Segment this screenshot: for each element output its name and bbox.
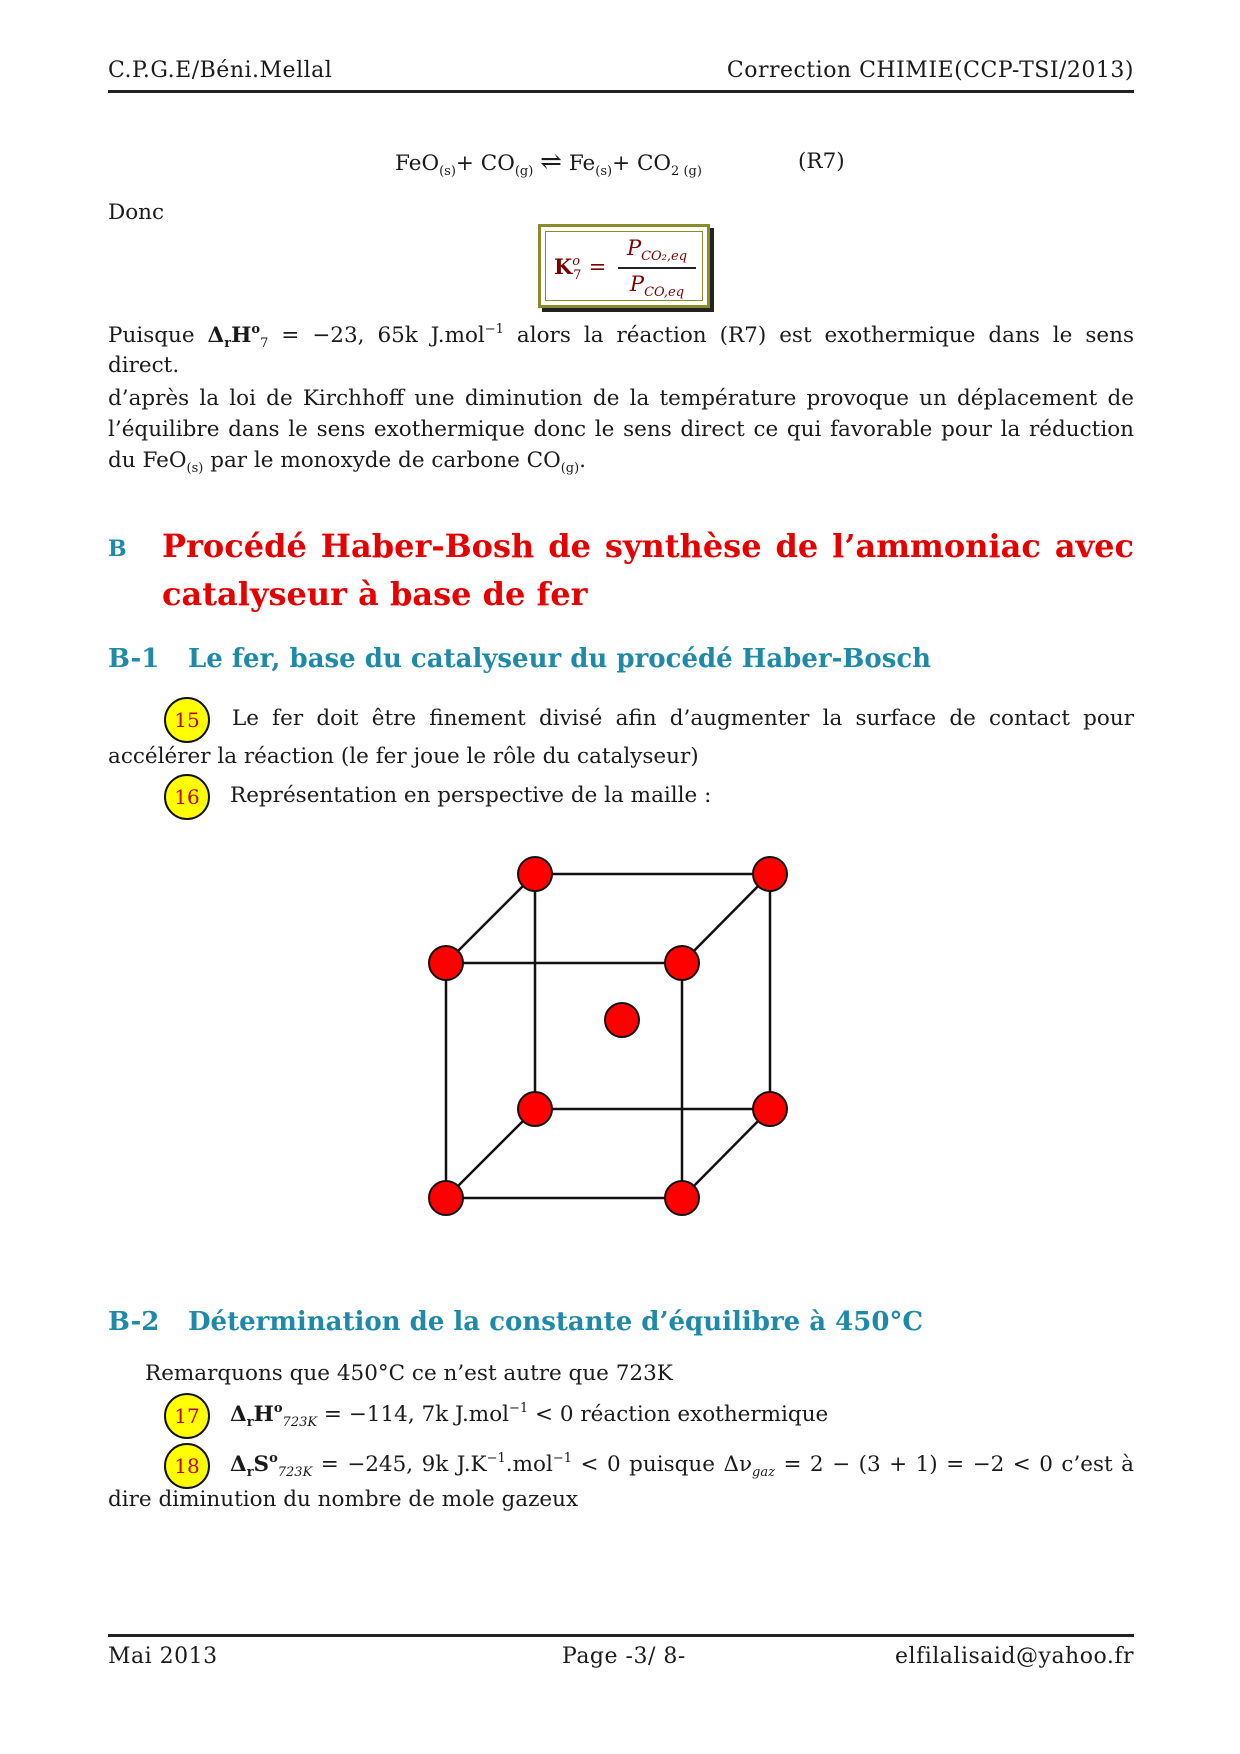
atom-corner-back-bottom-right [753, 1092, 787, 1126]
atom-corner-front-bottom-right [665, 1181, 699, 1215]
b2-number: B-2 [108, 1307, 160, 1337]
paragraph-kirchhoff-line3: du FeO$_{(s)}$ par le monoxyde de carbone $CO_{(g)}$. [108, 448, 587, 476]
donc-text: Donc [108, 200, 165, 225]
atom-corner-front-bottom-left [429, 1181, 463, 1215]
b2-title: Détermination de la constante d’équilibre à 450°C [188, 1307, 924, 1337]
atom-corner-back-top-right [753, 857, 787, 891]
paragraph-kirchhoff-line1: d’après la loi de Kirchhoff une diminution de la température provoque un déplacement de [108, 386, 1134, 411]
footer-rule [108, 1634, 1134, 1637]
question-badge-18: 18 [164, 1443, 210, 1489]
q16-text: Représentation en perspective de la maille : [230, 783, 712, 808]
q15-line1: Le fer doit être finement divisé afin d’augmenter la surface de contact pour [232, 706, 1134, 731]
section-b-letter: B [108, 536, 127, 562]
atom-corner-front-top-left [429, 946, 463, 980]
b1-title: Le fer, base du catalyseur du procédé Haber-Bosch [188, 644, 932, 674]
equilibrium-arrow-icon: ⇌ [540, 147, 562, 177]
cell-edges [446, 874, 770, 1198]
reaction-label: (R7) [798, 149, 845, 174]
atom-body-center [605, 1003, 639, 1037]
atom-corner-back-bottom-left [518, 1092, 552, 1126]
remark-text: Remarquons que 450°C ce n’est autre que 723K [145, 1361, 673, 1386]
section-b-title-line2: catalyseur à base de fer [162, 575, 588, 613]
question-badge-17: 17 [164, 1393, 210, 1439]
q18-line2: dire diminution du nombre de mole gazeux [108, 1487, 579, 1512]
footer-date: Mai 2013 [108, 1644, 218, 1669]
footer-page-number: Page -3/ 8- [562, 1644, 686, 1669]
footer-email: elfilalisaid@yahoo.fr [895, 1644, 1134, 1669]
paragraph-enthalpy: Puisque $\Delta_rH^o_7 = -23$, 65k J.mol$^{-1}$ alors la réaction (R7) est exothermique dans le sens [108, 322, 1135, 351]
header-left: C.P.G.E/Béni.Mellal [108, 58, 333, 83]
atom-corner-front-top-right [665, 946, 699, 980]
q15-line2: accélérer la réaction (le fer joue le rôle du catalyseur) [108, 744, 699, 769]
header-right: Correction CHIMIE(CCP-TSI/2013) [726, 58, 1134, 83]
b1-number: B-1 [108, 644, 160, 674]
section-b-title-line1: Procédé Haber-Bosh de synthèse de l’ammoniac avec [162, 527, 1134, 565]
q17-text: $\Delta_rH^o_{723K} = -114$, 7k J.mol$^{-1}$ < 0 réaction exothermique [230, 1401, 829, 1430]
question-badge-16: 16 [164, 774, 210, 820]
question-badge-15: 15 [164, 697, 210, 743]
paragraph-kirchhoff-line2: l’équilibre dans le sens exothermique donc le sens direct ce qui favorable pour la réduction [108, 417, 1134, 442]
reaction-r7: $FeO_{(s)}+ CO_{(g)}$ ⇌ $Fe_{(s)}+ CO_{2 (g)}$ [395, 147, 702, 179]
paragraph-enthalpy-line2: direct. [108, 353, 180, 378]
k7-formula-box: $K^o_7$ = $P_{CO_2,eq}$ $P_{CO,eq}$ [538, 224, 710, 308]
q18-text: $\Delta_rS^o_{723K} = -245$, 9k $J.K^{-1}.mol^{-1} < 0$ puisque $\Delta\nu_{gaz} = 2 - (3 + 1) = -2 < 0$ c’est à [230, 1451, 1134, 1480]
atom-corner-back-top-left [518, 857, 552, 891]
